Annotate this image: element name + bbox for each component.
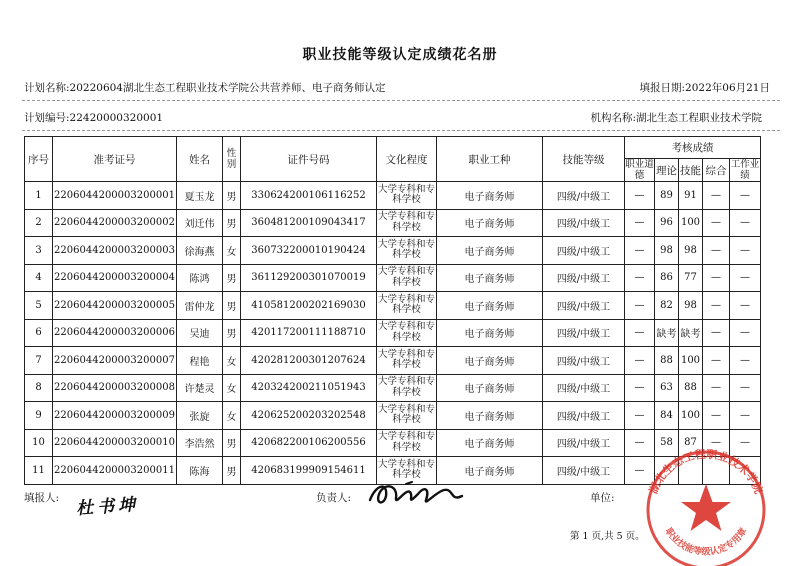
row-skill: 100 [679, 402, 703, 430]
row-seq: 3 [25, 237, 53, 265]
row-gender: 男 [223, 319, 241, 347]
row-seq: 5 [25, 292, 53, 320]
row-gender: 男 [223, 182, 241, 210]
row-education: 大学专科和专科学校 [377, 429, 437, 457]
row-level: 四级/中级工 [543, 374, 625, 402]
row-gender: 女 [223, 374, 241, 402]
row-education: 大学专科和专科学校 [377, 347, 437, 375]
row-level: 四级/中级工 [543, 319, 625, 347]
row-level: 四级/中级工 [543, 347, 625, 375]
row-skill: 77 [679, 264, 703, 292]
row-work-performance: — [730, 237, 761, 265]
star-icon [681, 484, 731, 531]
row-id-no: 420117200111188710 [241, 319, 377, 347]
responsible-label: 负责人: [316, 492, 352, 504]
row-seq: 6 [25, 319, 53, 347]
row-exam-no: 2206044200003200005 [53, 292, 177, 320]
row-work-performance: — [730, 347, 761, 375]
table-row [25, 319, 761, 347]
row-occupation: 电子商务师 [437, 402, 543, 430]
row-level: 四级/中级工 [543, 402, 625, 430]
row-theory: 88 [655, 347, 679, 375]
row-theory: 82 [655, 292, 679, 320]
header-work-performance: 工作业绩 [730, 159, 760, 181]
row-comprehensive: — [703, 319, 730, 347]
row-id-no: 360481200109043417 [241, 209, 377, 237]
row-work-performance: — [730, 319, 761, 347]
row-comprehensive: — [703, 264, 730, 292]
row-comprehensive: — [703, 402, 730, 430]
fill-date-value: 2022年06月21日 [685, 82, 770, 94]
plan-name-row [24, 80, 386, 95]
row-exam-no: 2206044200003200010 [53, 429, 177, 457]
row-level: 四级/中级工 [543, 209, 625, 237]
row-comprehensive: — [703, 347, 730, 375]
row-skill: 87 [679, 429, 703, 457]
row-id-no: 420324200211051943 [241, 374, 377, 402]
fill-date-label: 填报日期: [639, 82, 686, 94]
row-name: 李浩然 [177, 429, 223, 457]
unit-label: 单位: [590, 492, 615, 504]
row-exam-no: 2206044200003200006 [53, 319, 177, 347]
row-education: 大学专科和专科学校 [377, 457, 437, 485]
row-id-no: 420683199909154611 [241, 457, 377, 485]
table-row [25, 347, 761, 375]
row-seq: 11 [25, 457, 53, 485]
row-ethics: — [625, 182, 655, 210]
row-education: 大学专科和专科学校 [377, 264, 437, 292]
row-skill: 88 [679, 374, 703, 402]
plan-name-label: 计划名称: [24, 82, 70, 94]
row-education: 大学专科和专科学校 [377, 374, 437, 402]
row-gender: 女 [223, 237, 241, 265]
row-education: 大学专科和专科学校 [377, 209, 437, 237]
row-work-performance: — [730, 264, 761, 292]
plan-no-value: 22420000320001 [69, 112, 164, 124]
row-name: 吴迪 [177, 319, 223, 347]
filler-label: 填报人: [24, 492, 60, 504]
row-occupation: 电子商务师 [437, 429, 543, 457]
row-skill: 100 [679, 209, 703, 237]
row-exam-no: 2206044200003200002 [53, 209, 177, 237]
row-comprehensive: — [703, 237, 730, 265]
plan-no-row [24, 110, 163, 125]
row-name: 程艳 [177, 347, 223, 375]
row-exam-no: 2206044200003200011 [53, 457, 177, 485]
row-ethics: — [625, 347, 655, 375]
row-exam-no: 2206044200003200009 [53, 402, 177, 430]
plan-name-value: 20220604湖北生态工程职业技术学院公共营养师、电子商务师认定 [69, 82, 386, 94]
table-row [25, 182, 761, 210]
header-gender: 性别 [223, 137, 241, 182]
header-level: 技能等级 [543, 137, 625, 182]
table-row [25, 292, 761, 320]
row-theory: 缺考 [655, 319, 679, 347]
row-theory: 98 [655, 237, 679, 265]
row-work-performance: — [730, 402, 761, 430]
row-comprehensive: — [703, 374, 730, 402]
row-seq: 2 [25, 209, 53, 237]
header-id-no: 证件号码 [241, 137, 377, 182]
header-theory: 理论 [655, 159, 679, 182]
row-exam-no: 2206044200003200007 [53, 347, 177, 375]
row-occupation: 电子商务师 [437, 292, 543, 320]
row-id-no: 361129200301070019 [241, 264, 377, 292]
header-seq: 序号 [25, 137, 53, 182]
row-occupation: 电子商务师 [437, 182, 543, 210]
row-id-no: 410581200202169030 [241, 292, 377, 320]
seal-bottom-text: 职业技能等级认定专用章 [662, 526, 750, 558]
row-work-performance: — [730, 292, 761, 320]
row-level: 四级/中级工 [543, 237, 625, 265]
header-scores: 考核成绩 [625, 137, 761, 159]
row-ethics: — [625, 319, 655, 347]
row-gender: 男 [223, 209, 241, 237]
row-gender: 男 [223, 457, 241, 485]
row-theory: 89 [655, 182, 679, 210]
table-row [25, 237, 761, 265]
org-label: 机构名称: [590, 112, 636, 124]
row-exam-no: 2206044200003200001 [53, 182, 177, 210]
table-row [25, 264, 761, 292]
row-ethics: — [625, 374, 655, 402]
row-comprehensive: — [703, 209, 730, 237]
row-name: 许楚灵 [177, 374, 223, 402]
row-id-no: 420281200301207624 [241, 347, 377, 375]
row-education: 大学专科和专科学校 [377, 319, 437, 347]
row-name: 徐海燕 [177, 237, 223, 265]
row-exam-no: 2206044200003200004 [53, 264, 177, 292]
row-ethics: — [625, 264, 655, 292]
row-exam-no: 2206044200003200003 [53, 237, 177, 265]
plan-no-label: 计划编号: [24, 112, 70, 124]
seal-top-text: 湖北生态工程职业技术学院 [646, 448, 766, 496]
row-theory: 86 [655, 264, 679, 292]
row-skill: 91 [679, 182, 703, 210]
fill-date-row [640, 80, 771, 95]
row-work-performance: — [730, 182, 761, 210]
roster-body [25, 182, 761, 485]
row-ethics: — [625, 457, 655, 485]
header-comprehensive: 综合 [703, 159, 730, 182]
header-occupation: 职业工种 [437, 137, 543, 182]
row-education: 大学专科和专科学校 [377, 292, 437, 320]
row-seq: 8 [25, 374, 53, 402]
row-education: 大学专科和专科学校 [377, 182, 437, 210]
row-ethics: — [625, 209, 655, 237]
row-gender: 女 [223, 347, 241, 375]
table-row [25, 374, 761, 402]
row-name: 刘迁伟 [177, 209, 223, 237]
row-comprehensive: — [703, 429, 730, 457]
row-gender: 男 [223, 429, 241, 457]
row-theory: 84 [655, 402, 679, 430]
table-row [25, 209, 761, 237]
row-seq: 1 [25, 182, 53, 210]
row-ethics: — [625, 402, 655, 430]
header-education: 文化程度 [377, 137, 437, 182]
row-work-performance: — [730, 209, 761, 237]
row-name: 张旋 [177, 402, 223, 430]
row-name: 陈鸿 [177, 264, 223, 292]
row-name: 夏玉龙 [177, 182, 223, 210]
row-skill: 100 [679, 347, 703, 375]
row-theory: 58 [655, 429, 679, 457]
page-title: 职业技能等级认定成绩花名册 [302, 47, 498, 63]
header-skill: 技能 [679, 159, 703, 182]
row-occupation: 电子商务师 [437, 237, 543, 265]
divider [22, 100, 780, 101]
row-seq: 10 [25, 429, 53, 457]
row-id-no: 330624200106116252 [241, 182, 377, 210]
row-skill: 98 [679, 292, 703, 320]
org-row [590, 110, 762, 125]
filler-signature: 杜书坤 [75, 494, 140, 520]
row-level: 四级/中级工 [543, 292, 625, 320]
row-exam-no: 2206044200003200008 [53, 374, 177, 402]
table-row [25, 402, 761, 430]
row-occupation: 电子商务师 [437, 264, 543, 292]
row-gender: 男 [223, 264, 241, 292]
row-comprehensive: — [703, 182, 730, 210]
row-gender: 女 [223, 402, 241, 430]
header-name: 姓名 [177, 137, 223, 182]
row-id-no: 420682200106200556 [241, 429, 377, 457]
row-ethics: — [625, 292, 655, 320]
row-id-no: 360732200010190424 [241, 237, 377, 265]
row-occupation: 电子商务师 [437, 347, 543, 375]
row-level: 四级/中级工 [543, 264, 625, 292]
row-seq: 4 [25, 264, 53, 292]
header-exam-no: 准考证号 [53, 137, 177, 182]
row-theory: 63 [655, 374, 679, 402]
row-skill: 98 [679, 237, 703, 265]
divider [22, 130, 780, 131]
row-id-no: 420625200203202548 [241, 402, 377, 430]
page-info: 第 1 页,共 5 页。 [570, 531, 645, 542]
row-work-performance: — [730, 374, 761, 402]
row-name: 陈海 [177, 457, 223, 485]
row-occupation: 电子商务师 [437, 374, 543, 402]
row-seq: 7 [25, 347, 53, 375]
row-name: 雷仲龙 [177, 292, 223, 320]
header-ethics: 职业道德 [625, 159, 654, 181]
row-work-performance: — [730, 429, 761, 457]
responsible-signature [366, 478, 486, 510]
row-occupation: 电子商务师 [437, 457, 543, 485]
row-ethics: — [625, 429, 655, 457]
row-occupation: 电子商务师 [437, 319, 543, 347]
svg-text:职业技能等级认定专用章 [663, 525, 750, 557]
row-level: 四级/中级工 [543, 457, 625, 485]
row-skill: 缺考 [679, 319, 703, 347]
org-value: 湖北生态工程职业技术学院 [636, 112, 762, 124]
row-gender: 男 [223, 292, 241, 320]
row-education: 大学专科和专科学校 [377, 237, 437, 265]
row-level: 四级/中级工 [543, 429, 625, 457]
row-ethics: — [625, 237, 655, 265]
row-comprehensive: — [703, 292, 730, 320]
row-education: 大学专科和专科学校 [377, 402, 437, 430]
official-seal [640, 448, 770, 566]
row-theory: 96 [655, 209, 679, 237]
row-seq: 9 [25, 402, 53, 430]
row-level: 四级/中级工 [543, 182, 625, 210]
row-occupation: 电子商务师 [437, 209, 543, 237]
score-roster-table [24, 136, 761, 485]
